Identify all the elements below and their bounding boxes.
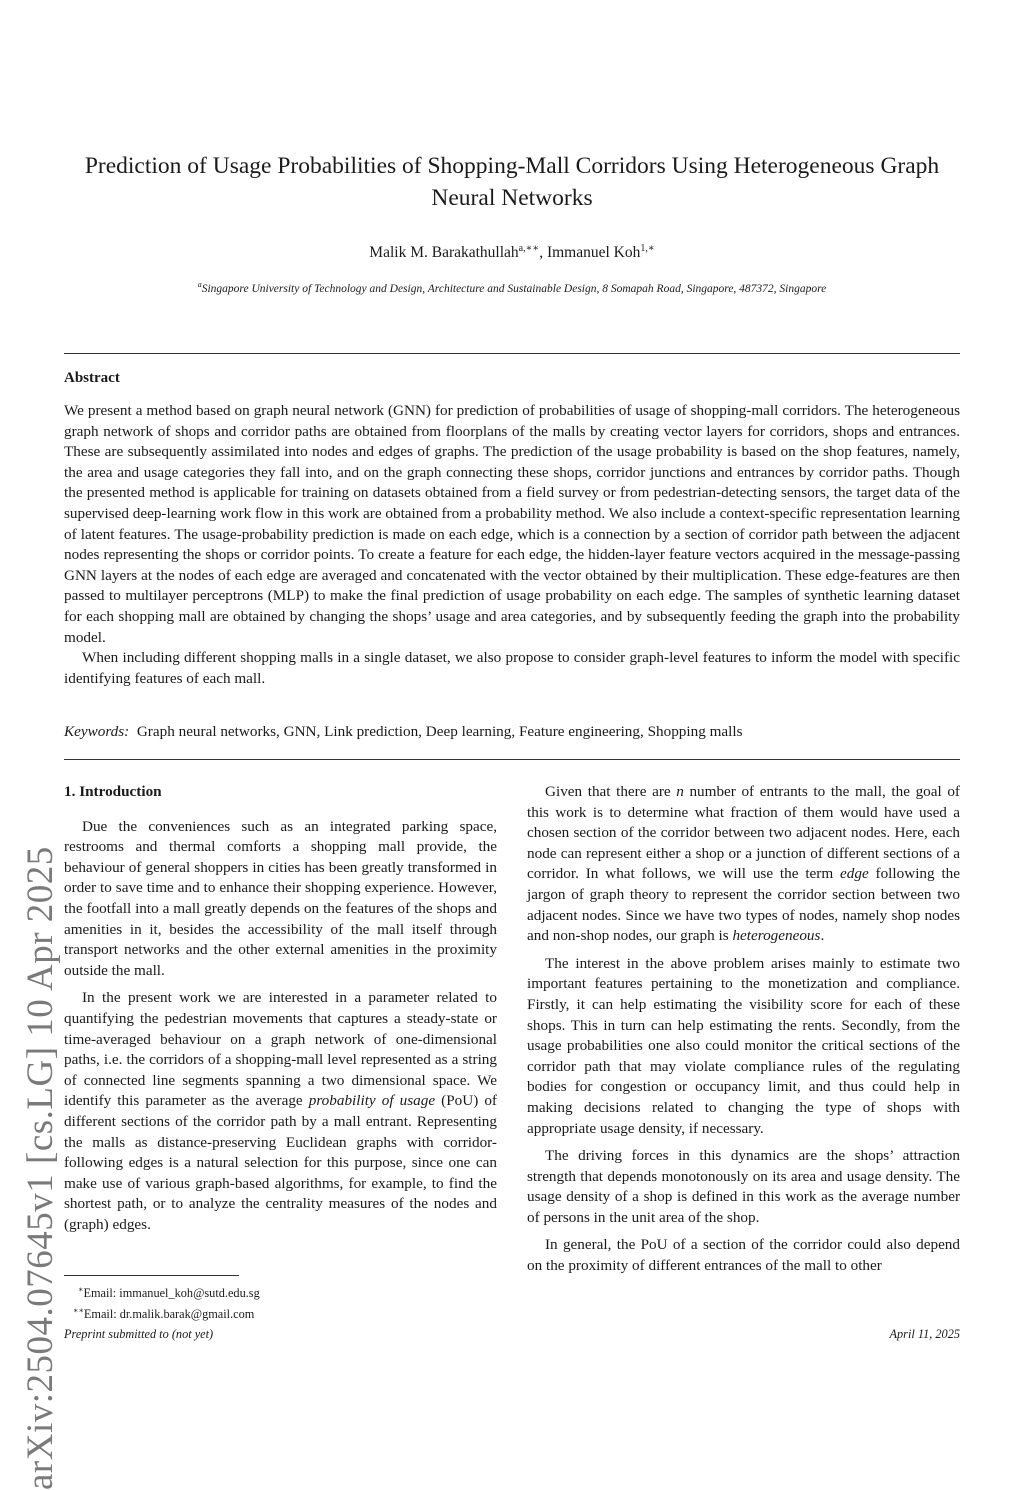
paragraph: [527, 782, 960, 947]
footnote-divider: [64, 1275, 239, 1276]
keywords-text: Graph neural networks, GNN, Link prediction, Deep learning, Feature engineering, Shopping malls: [136, 723, 743, 740]
footnote: [64, 1281, 260, 1302]
author-mark: 1,∗: [640, 243, 655, 254]
footnote-text: Email: dr.malik.barak@gmail.com: [83, 1307, 255, 1322]
text-run: (PoU) of different sections of the corridor path by a mall entrant. Representing the malls as distance-preserving Euclidean graphs with corridor-following edges is a natural selection for this purpose, since one can make use of various graph-based algorithms, for example, to find the shortest path, or to analyze the centrality measures of the nodes and (graph) edges.: [64, 1092, 497, 1233]
author-list: [64, 238, 960, 264]
arxiv-stamp: arXiv:2504.07645v1 [cs.LG] 10 Apr 2025: [20, 846, 61, 1490]
text-run: In the present work we are interested in a parameter related to quantifying the pedestrian movements that captures a steady-state or time-averaged behaviour on a graph network of one-dimensional paths, i.e. the corridors of a shopping-mall level represented as a string of connected line segments spanning a two dimensional space. We identify this parameter as the average: [64, 989, 497, 1110]
author-mark: a,∗∗: [518, 243, 540, 254]
text-run: number of entrants to the mall, the goal of this work is to determine what fraction of them would have used a chosen section of the corridor between two adjacent nodes. Here, each node can represent either a shop or a junction of different sections of a corridor. In what follows, we will use the term: [527, 783, 960, 883]
footer-right: April 11, 2025: [889, 1327, 960, 1341]
abstract-body: [64, 401, 960, 689]
affiliation-text: Singapore University of Technology and Design, Architecture and Sustainable Design, 8 Somapah Road, Singapore, 487372, Singapore: [201, 282, 827, 295]
emphasis: probability of usage: [308, 1092, 436, 1110]
abstract-paragraph: When including different shopping malls in a single dataset, we also propose to consider graph-level features to inform the model with specific identifying features of each mall.: [64, 649, 960, 687]
abstract-heading: Abstract: [64, 370, 120, 386]
text-run: .: [820, 927, 825, 945]
keywords: [64, 722, 960, 742]
emphasis: heterogeneous: [732, 927, 821, 945]
affiliation: [64, 276, 960, 298]
footnote-text: Email: immanuel_koh@sutd.edu.sg: [83, 1286, 260, 1301]
abstract-divider: [64, 759, 960, 760]
author-separator: ,: [539, 244, 547, 262]
footnote-mark: ∗: [78, 1285, 84, 1294]
abstract-paragraph: We present a method based on graph neural network (GNN) for prediction of probabilities of usage of shopping-mall corridors. The heterogeneous graph network of shops and corridor paths are obtained from floorplans of the malls by creating vector layers for corridors, shops and entrances. These are subsequently assimilated into nodes and edges of graphs. The prediction of the usage probability is based on the shop features, namely, the area and usage categories they fall into, and on the graph connecting these shops, corridor junctions and entrances by corridor paths. Though the presented method is applicable for training on datasets obtained from a field survey or from pedestrian-detecting sensors, the target data of the supervised deep-learning work flow in this work are obtained from a probability method. We also include a context-specific representation learning of latent features. The usage-probability prediction is made on each edge, which is a connection by a section of corridor path between the adjacent nodes representing the shops or corridor points. To create a feature for each edge, the hidden-layer feature vectors acquired in the message-passing GNN layers at the nodes of each edge are averaged and concatenated with the vector obtained by their multiplication. These edge-features are then passed to multilayer perceptrons (MLP) to make the final prediction of usage probability on each edge. The samples of synthetic learning dataset for each shopping mall are obtained by changing the shops’ usage and area categories, and by subsequently feeding the graph into the probability model.: [64, 402, 960, 646]
paragraph: The interest in the above problem arises mainly to estimate two important features pertaining to the monetization and compliance. Firstly, it can help estimating the visibility score for each of these shops. This in turn can help estimating the rents. Secondly, from the usage probabilities one also could monitor the critical sections of the corridor path that may violate compliance rules of the regulating bodies for congestion or occupancy limit, and thus could help in making decisions related to changing the type of shops with appropriate usage density, if necessary.: [527, 954, 960, 1137]
paragraph: [64, 988, 497, 1235]
author-name: Malik M. Barakathullah: [369, 244, 519, 262]
author-name: Immanuel Koh: [546, 244, 641, 262]
text-run: following the jargon of graph theory to represent the corridor section between two adjacent nodes. Since we have two types of nodes, namely shop nodes and non-shop nodes, our graph is: [527, 865, 960, 945]
right-column: [527, 782, 960, 1284]
footnote-mark: ∗∗: [73, 1306, 84, 1316]
affiliation-mark: a: [197, 280, 202, 289]
emphasis: edge: [840, 865, 869, 883]
paragraph: The driving forces in this dynamics are the shops’ attraction strength that depends monotonously on its area and usage density. The usage density of a shop is defined in this work as the average number of persons in the unit area of the shop.: [527, 1147, 960, 1226]
top-divider: [64, 353, 960, 354]
footer-left: Preprint submitted to (not yet): [64, 1327, 214, 1341]
footnote: [64, 1302, 260, 1323]
left-column: [64, 782, 497, 1242]
section-heading: 1. Introduction: [64, 783, 162, 800]
emphasis: n: [676, 783, 684, 800]
paragraph: Due the conveniences such as an integrated parking space, restrooms and thermal comforts a shopping mall provide, the behaviour of general shoppers in cities has been greatly transformed in order to save time and to enhance their shopping experience. However, the footfall into a mall greatly depends on the features of the shops and amenities in it, besides the accessibility of the mall itself through transport networks and the other external amenities in the proximity outside the mall.: [64, 817, 497, 979]
footnotes: [64, 1281, 260, 1323]
text-run: Given that there are: [545, 783, 677, 800]
paper-title: Prediction of Usage Probabilities of Shopping-Mall Corridors Using Heterogeneous Graph Neural Networks: [84, 153, 940, 211]
paragraph: In general, the PoU of a section of the corridor could also depend on the proximity of different entrances of the mall to other: [527, 1236, 960, 1275]
keywords-label: Keywords:: [64, 723, 130, 740]
